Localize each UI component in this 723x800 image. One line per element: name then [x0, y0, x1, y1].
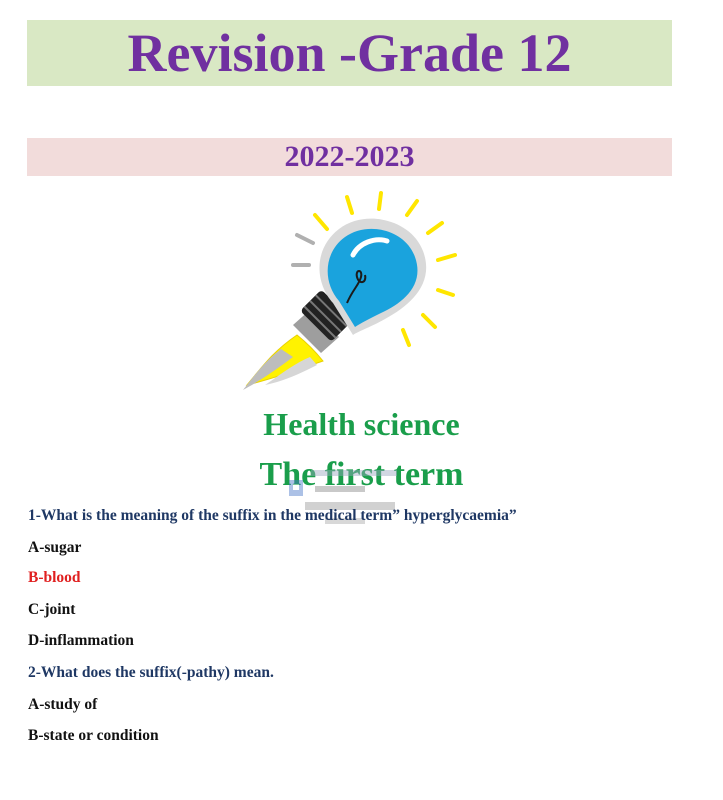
question-2-option-b: B-state or condition — [28, 727, 159, 744]
subject-title: Health science — [263, 406, 460, 442]
rocket-lightbulb-icon — [235, 185, 475, 400]
question-1-option-b-correct: B-blood — [28, 569, 81, 586]
question-2-option-a: A-study of — [28, 696, 98, 713]
page-title: Revision -Grade 12 — [127, 23, 572, 83]
question-2: 2-What does the suffix(-pathy) mean. — [28, 664, 274, 681]
term-title: The first term — [259, 456, 464, 493]
academic-year: 2022-2023 — [284, 140, 415, 173]
question-1: 1-What is the meaning of the suffix in the medical term” hyperglycaemia” — [28, 507, 517, 524]
year-banner — [27, 138, 672, 176]
question-1-option-d: D-inflammation — [28, 632, 134, 649]
title-banner — [27, 20, 672, 86]
question-1-option-a: A-sugar — [28, 539, 82, 556]
question-1-option-c: C-joint — [28, 601, 76, 618]
